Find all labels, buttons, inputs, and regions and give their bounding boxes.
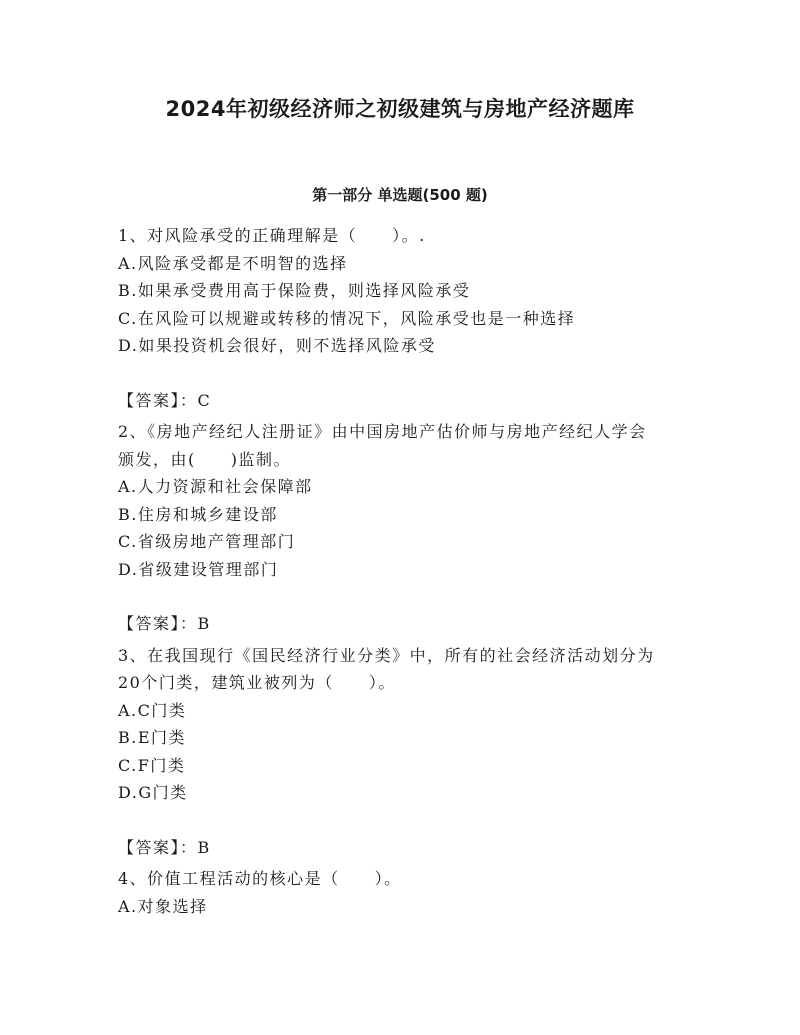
answer-2: 【答案】：B: [118, 614, 211, 633]
question-2: [118, 418, 718, 583]
option-d: D.如果投资机会很好，则不选择风险承受: [118, 336, 436, 355]
answer-3: 【答案】：B: [118, 837, 211, 857]
option-a: A.对象选择: [118, 896, 208, 916]
option-b: B.E门类: [118, 728, 187, 747]
question-4: [118, 865, 718, 920]
question-3: [118, 642, 718, 807]
question-stem: 1、对风险承受的正确理解是（ ）。.: [118, 226, 426, 245]
option-a: A.风险承受都是不明智的选择: [118, 253, 348, 273]
option-d: D.省级建设管理部门: [118, 559, 279, 579]
question-stem-continued: 20个门类，建筑业被列为（ ）。: [118, 673, 396, 692]
question-list: [118, 222, 718, 920]
section-title: 第一部分 单选题(500 题): [312, 186, 488, 204]
question-stem-continued: 颁发，由( )监制。: [118, 449, 291, 469]
answer-1: 【答案】：C: [118, 390, 212, 410]
option-c: C.F门类: [118, 755, 186, 775]
option-c: C.省级房地产管理部门: [118, 532, 296, 551]
option-b: B.如果承受费用高于保险费，则选择风险承受: [118, 281, 471, 300]
option-d: D.G门类: [118, 783, 188, 802]
question-stem: 4、价值工程活动的核心是（ ）。: [118, 869, 402, 888]
option-a: A.C门类: [118, 700, 187, 720]
document-title: 2024年初级经济师之初级建筑与房地产经济题库: [165, 97, 635, 121]
question-1: [118, 222, 718, 360]
question-stem: 2、《房地产经纪人注册证》由中国房地产估价师与房地产经纪人学会: [118, 422, 647, 441]
option-a: A.人力资源和社会保障部: [118, 477, 313, 496]
option-c: C.在风险可以规避或转移的情况下，风险承受也是一种选择: [118, 308, 576, 328]
option-b: B.住房和城乡建设部: [118, 504, 278, 524]
question-stem: 3、在我国现行《国民经济行业分类》中，所有的社会经济活动划分为: [118, 645, 655, 665]
